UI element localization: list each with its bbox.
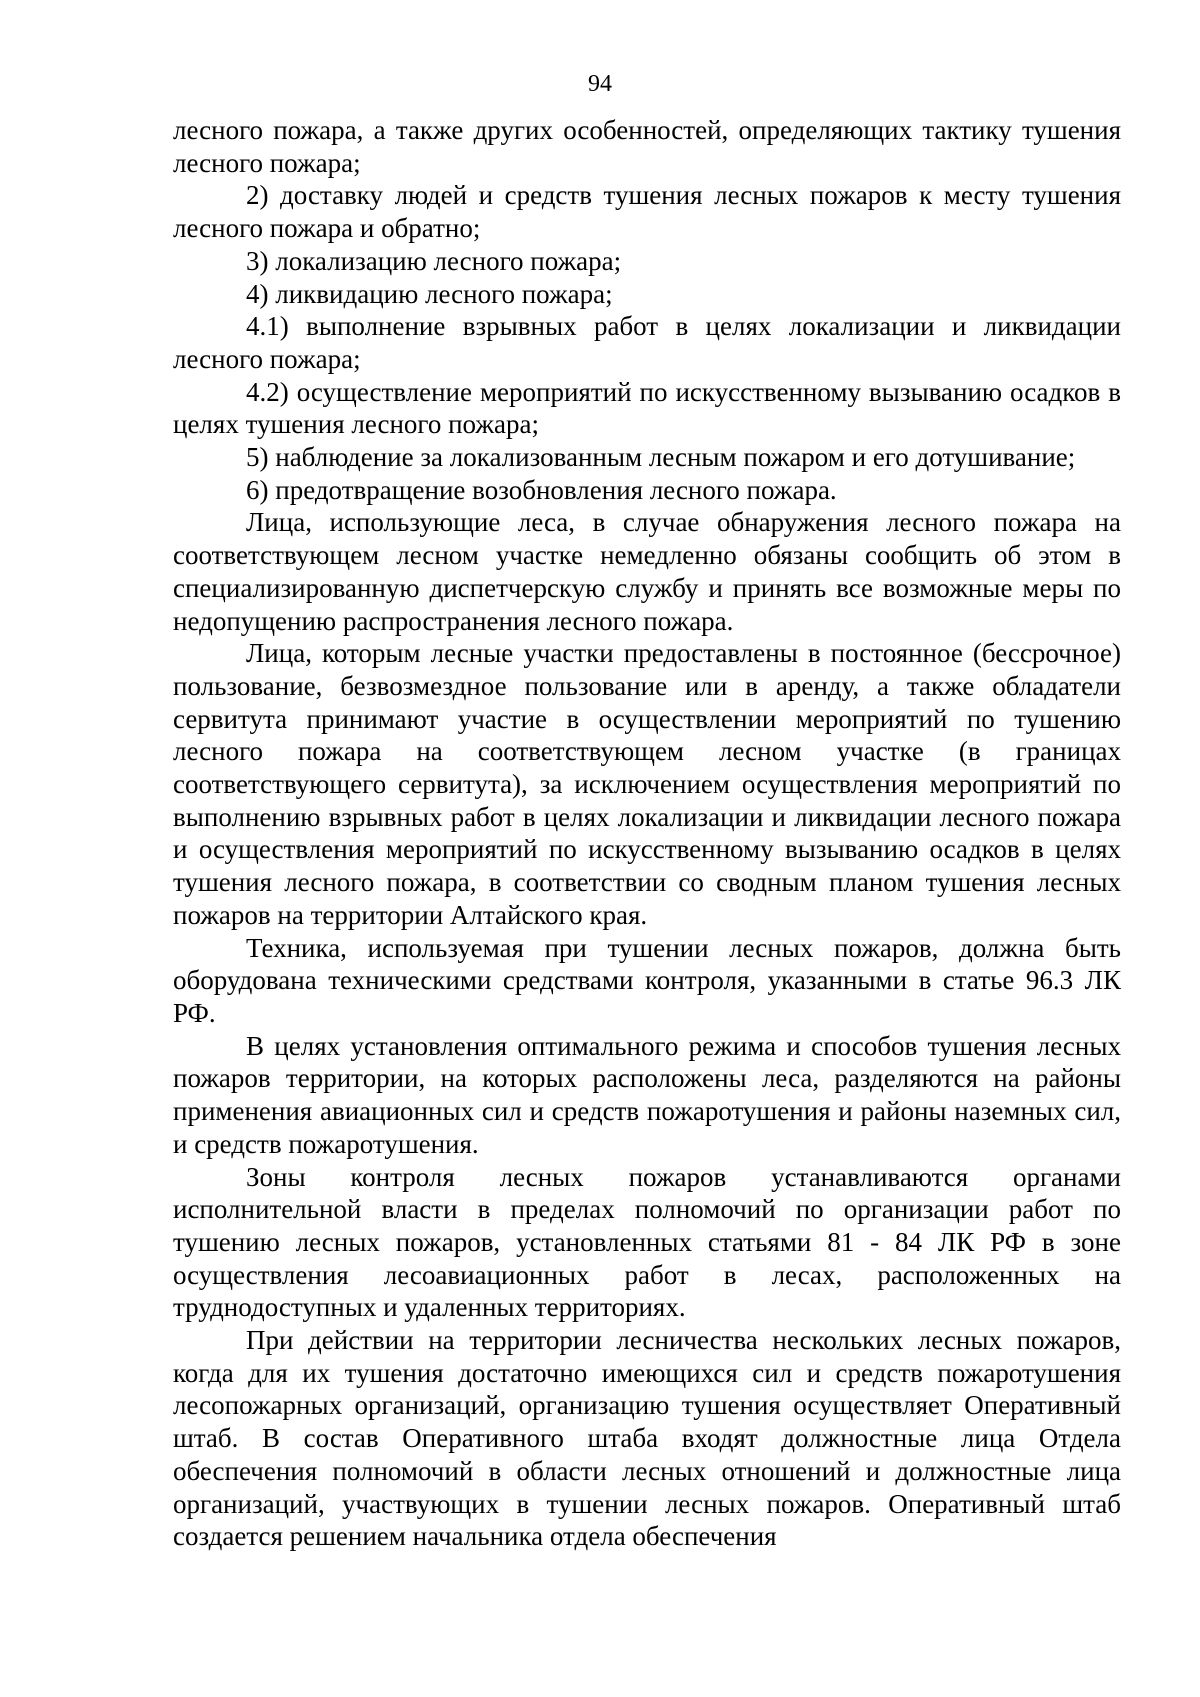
- paragraph: Лица, которым лесные участки предоставлены в постоянное (бессрочное) пользование, безвозмездное пользование или в аренду, а также обладатели сервитута принимают участие в осуществлении мероприятий по тушению лесного пожара на соответствующем лесном участке (в границах соответствующего сервитута), за исключением осуществления мероприятий по выполнению взрывных работ в целях локализации и ликвидации лесного пожара и осуществления мероприятий по искусственному вызыванию осадков в целях тушения лесного пожара, в соответствии со сводным планом тушения лесных пожаров на территории Алтайского края.: [173, 638, 1121, 930]
- document-body: [173, 114, 1121, 1553]
- paragraph: При действии на территории лесничества нескольких лесных пожаров, когда для их тушения достаточно имеющихся сил и средств пожаротушения лесопожарных организаций, организацию тушения осуществляет Оперативный штаб. В состав Оперативного штаба входят должностные лица Отдела обеспечения полномочий в области лесных отношений и должностные лица организаций, участвующих в тушении лесных пожаров. Оперативный штаб создается решением начальника отдела обеспечения: [173, 1325, 1121, 1552]
- paragraph: 3) локализацию лесного пожара;: [246, 245, 622, 276]
- paragraph: 2) доставку людей и средств тушения лесных пожаров к месту тушения лесного пожара и обратно;: [173, 180, 1121, 244]
- paragraph: Лица, использующие леса, в случае обнаружения лесного пожара на соответствующем лесном участке немедленно обязаны сообщить об этом в специализированную диспетчерскую службу и принять все возможные меры по недопущению распространения лесного пожара.: [173, 507, 1121, 636]
- paragraph: 4.1) выполнение взрывных работ в целях локализации и ликвидации лесного пожара;: [173, 311, 1121, 374]
- paragraph: В целях установления оптимального режима и способов тушения лесных пожаров территории, на которых расположены леса, разделяются на районы применения авиационных сил и средств пожаротушения и районы наземных сил, и средств пожаротушения.: [173, 1030, 1121, 1159]
- paragraph: 5) наблюдение за локализованным лесным пожаром и его дотушивание;: [246, 442, 1076, 473]
- paragraph: 6) предотвращение возобновления лесного пожара.: [246, 474, 837, 505]
- paragraph: лесного пожара, а также других особенностей, определяющих тактику тушения лесного пожара;: [173, 115, 1121, 178]
- paragraph: Техника, используемая при тушении лесных пожаров, должна быть оборудована техническими средствами контроля, указанными в статье 96.3 ЛК РФ.: [173, 932, 1121, 1028]
- paragraph: 4.2) осуществление мероприятий по искусственному вызыванию осадков в целях тушения лесного пожара;: [173, 376, 1121, 440]
- page-number: 94: [588, 71, 612, 97]
- paragraph: Зоны контроля лесных пожаров устанавливаются органами исполнительной власти в пределах полномочий по организации работ по тушению лесных пожаров, установленных статьями 81 - 84 ЛК РФ в зоне осуществления лесоавиационных работ в лесах, расположенных на труднодоступных и удаленных территориях.: [173, 1161, 1121, 1323]
- paragraph: 4) ликвидацию лесного пожара;: [246, 278, 613, 309]
